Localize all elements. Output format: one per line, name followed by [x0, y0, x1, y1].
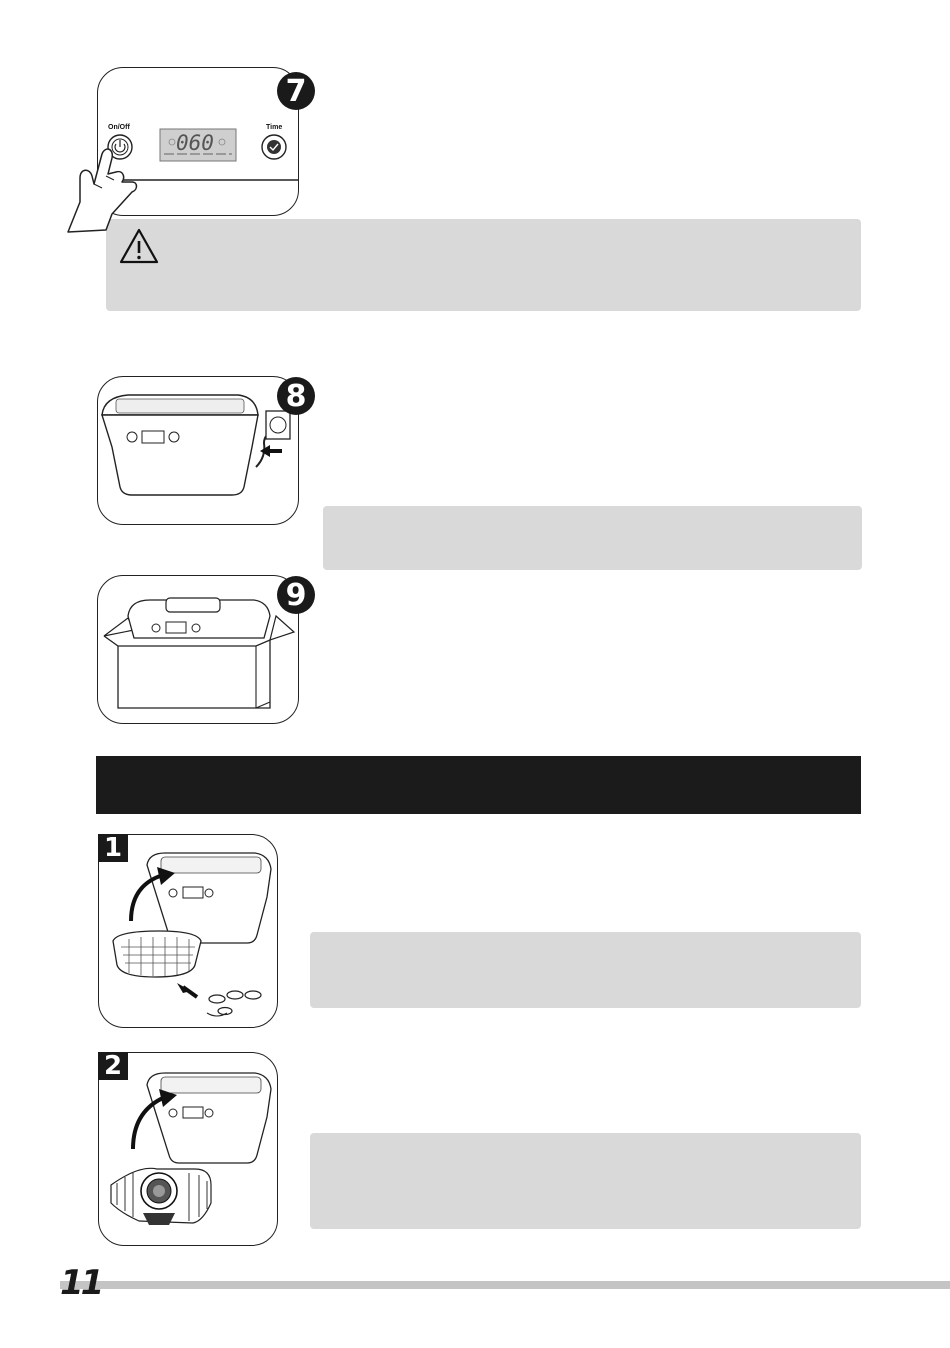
use-step-badge-2: 2	[98, 1052, 128, 1080]
footer-rule	[0, 1281, 950, 1289]
on-off-label: On/Off	[108, 124, 130, 131]
watch-drawing	[99, 1053, 277, 1245]
time-label: Time	[266, 124, 283, 131]
page-number: 11	[60, 1263, 102, 1303]
step-badge-9: 9	[277, 576, 315, 614]
use-step1-illustration	[98, 834, 278, 1028]
use-step2-illustration	[98, 1052, 278, 1246]
warning-note	[106, 219, 861, 311]
step9-illustration	[97, 575, 299, 724]
hand-icon	[60, 118, 160, 298]
step-badge-8: 8	[277, 377, 315, 415]
basket-jewelry-drawing	[99, 835, 277, 1027]
use-step1-note	[310, 932, 861, 1008]
cleaner-in-box-drawing	[98, 576, 298, 723]
footer-rule-left-cap	[0, 1281, 60, 1289]
section-header-bar	[96, 756, 861, 814]
step8-note	[323, 506, 862, 570]
step8-illustration	[97, 376, 299, 525]
use-step2-note	[310, 1133, 861, 1229]
timer-display-value: 060	[176, 131, 214, 155]
step-badge-7: 7	[277, 72, 315, 110]
use-step-badge-1: 1	[98, 834, 128, 862]
arrow-icon	[256, 443, 286, 459]
